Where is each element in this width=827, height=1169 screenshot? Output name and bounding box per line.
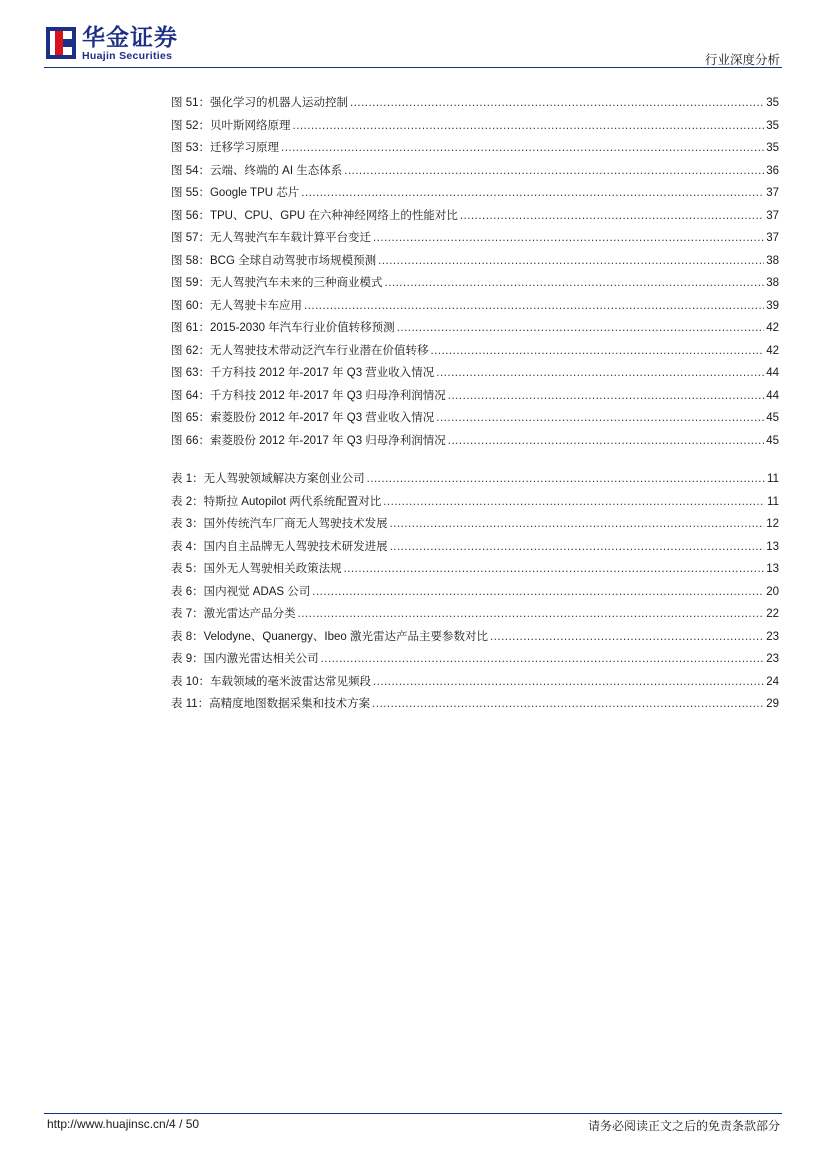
- table-index-entry[interactable]: [171, 648, 779, 671]
- table-index-entry-page-number: 29: [766, 698, 779, 710]
- dot-leader: [293, 115, 765, 138]
- dot-leader: [385, 272, 765, 295]
- dot-leader: [436, 407, 764, 430]
- dot-leader: [383, 491, 765, 514]
- table-index-entry-page-number: 13: [766, 540, 779, 553]
- figure-index-entry-label: 图 64：千方科技 2012 年-2017 年 Q3 归母净利润情况: [171, 389, 446, 402]
- figure-index-entry[interactable]: [171, 92, 779, 115]
- figure-index-entry-page-number: 35: [766, 97, 779, 109]
- table-index-entry[interactable]: [171, 626, 779, 649]
- figure-index-entry-label: 图 56：TPU、CPU、GPU 在六种神经网络上的性能对比: [171, 209, 458, 222]
- figure-index-entry[interactable]: [171, 160, 779, 183]
- figure-index-entry-label: 图 52：贝叶斯网络原理: [171, 119, 291, 132]
- figure-index-entry[interactable]: [171, 250, 779, 273]
- figure-index-entry-label: 图 53：迁移学习原理: [171, 142, 279, 154]
- table-index-entry-page-number: 24: [766, 675, 779, 688]
- logo-english-name: Huajin Securities: [82, 50, 173, 62]
- dot-leader: [397, 317, 765, 340]
- dot-leader: [321, 648, 765, 671]
- figure-index-entry-page-number: 45: [766, 434, 779, 447]
- table-index-entry-label: 表 3：国外传统汽车厂商无人驾驶技术发展: [171, 518, 388, 530]
- table-index-entry[interactable]: [171, 693, 779, 716]
- table-index-entry-label: 表 9：国内激光雷达相关公司: [171, 653, 319, 665]
- figure-index-entry-label: 图 62：无人驾驶技术带动泛汽车行业潜在价值转移: [171, 344, 429, 357]
- dot-leader: [373, 227, 764, 250]
- table-index-entry[interactable]: [171, 558, 779, 581]
- dot-leader: [490, 626, 764, 649]
- dot-leader: [390, 536, 765, 559]
- table-index-entry[interactable]: [171, 603, 779, 626]
- dot-leader: [367, 468, 765, 491]
- footer-url-page[interactable]: http://www.huajinsc.cn/4 / 50: [47, 1117, 200, 1131]
- figure-index-entry-page-number: 39: [766, 299, 779, 312]
- figure-index-entry-label: 图 60：无人驾驶卡车应用: [171, 299, 302, 312]
- figure-index-entry-page-number: 45: [766, 412, 779, 424]
- figure-index-entry-page-number: 42: [766, 344, 779, 357]
- table-index-entry[interactable]: [171, 671, 779, 694]
- figure-index-entry[interactable]: [171, 340, 779, 363]
- dot-leader: [298, 603, 765, 626]
- figure-index-entry-label: 图 58：BCG 全球自动驾驶市场规模预测: [171, 254, 377, 267]
- figure-index-entry-page-number: 37: [766, 187, 779, 199]
- figure-index-entry-page-number: 37: [766, 232, 779, 244]
- table-index-entry[interactable]: [171, 491, 779, 514]
- logo-chinese-name: 华金证券: [82, 24, 178, 50]
- figure-index-entry-label: 图 57：无人驾驶汽车车载计算平台变迁: [171, 232, 371, 244]
- dot-leader: [448, 385, 764, 408]
- table-index-entry-label: 表 7：激光雷达产品分类: [171, 608, 296, 620]
- table-index-entry-page-number: 23: [766, 653, 779, 665]
- figure-index-entry[interactable]: [171, 272, 779, 295]
- table-index-entry[interactable]: [171, 581, 779, 604]
- figure-index-entry[interactable]: [171, 430, 779, 453]
- figure-index-entry-label: 图 59：无人驾驶汽车未来的三种商业模式: [171, 277, 383, 289]
- figure-index-entry[interactable]: [171, 407, 779, 430]
- figure-index-entry-label: 图 66：索菱股份 2012 年-2017 年 Q3 归母净利润情况: [171, 434, 446, 447]
- figure-index-entry-page-number: 35: [766, 142, 779, 154]
- dot-leader: [430, 340, 764, 363]
- table-index-entry-page-number: 11: [767, 473, 779, 485]
- table-index-entry-page-number: 20: [766, 585, 779, 598]
- figure-index-entry-label: 图 54：云端、终端的 AI 生态体系: [171, 164, 343, 177]
- page-header: [0, 0, 827, 70]
- table-index-entry-label: 表 5：国外无人驾驶相关政策法规: [171, 563, 342, 575]
- figure-index-entry[interactable]: [171, 115, 779, 138]
- dot-leader: [373, 671, 764, 694]
- figure-index-entry[interactable]: [171, 295, 779, 318]
- figure-index-entry[interactable]: [171, 362, 779, 385]
- table-index-entry-page-number: 13: [766, 563, 779, 575]
- figure-index-entry-page-number: 38: [766, 254, 779, 267]
- figure-index-entry[interactable]: [171, 385, 779, 408]
- footer-disclaimer: 请务必阅读正文之后的免责条款部分: [587, 1119, 780, 1133]
- dot-leader: [304, 295, 764, 318]
- dot-leader: [460, 205, 764, 228]
- table-index-entry-page-number: 23: [766, 630, 779, 643]
- figure-index-entry-label: 图 51：强化学习的机器人运动控制: [171, 97, 348, 109]
- table-index-entry-label: 表 4：国内自主品牌无人驾驶技术研发进展: [171, 540, 388, 553]
- dot-leader: [312, 581, 764, 604]
- figure-index-entry[interactable]: [171, 227, 779, 250]
- table-index-entry-page-number: 22: [766, 608, 779, 620]
- figure-index-entry-page-number: 44: [766, 367, 779, 379]
- dot-leader: [378, 250, 764, 273]
- table-index-entry-label: 表 2：特斯拉 Autopilot 两代系统配置对比: [171, 495, 382, 508]
- figure-index-entry[interactable]: [171, 137, 779, 160]
- table-index-entry-label: 表 6：国内视觉 ADAS 公司: [171, 585, 311, 598]
- figure-index-entry-page-number: 44: [766, 389, 779, 402]
- figure-index-entry-page-number: 42: [766, 322, 779, 334]
- report-type: 行业深度分析: [704, 53, 780, 67]
- huajin-logo-icon: [46, 27, 76, 59]
- table-index-entry[interactable]: [171, 536, 779, 559]
- table-index: [171, 468, 779, 716]
- dot-leader: [350, 92, 764, 115]
- figure-index-entry-label: 图 63：千方科技 2012 年-2017 年 Q3 营业收入情况: [171, 367, 435, 379]
- dot-leader: [372, 693, 764, 716]
- table-index-entry[interactable]: [171, 513, 779, 536]
- figure-index-entry[interactable]: [171, 205, 779, 228]
- figure-index-entry-page-number: 35: [766, 119, 779, 132]
- table-index-entry-label: 表 11：高精度地图数据采集和技术方案: [171, 698, 371, 710]
- figure-index-entry-page-number: 38: [766, 277, 779, 289]
- table-index-entry-page-number: 12: [766, 518, 779, 530]
- table-index-entry-label: 表 8：Velodyne、Quanergy、Ibeo 激光雷达产品主要参数对比: [171, 630, 488, 643]
- figure-index-entry[interactable]: [171, 317, 779, 340]
- figure-index-entry-label: 图 61：2015-2030 年汽车行业价值转移预测: [171, 322, 395, 334]
- table-index-entry[interactable]: [171, 468, 779, 491]
- header-divider: [44, 67, 782, 68]
- table-index-entry-page-number: 11: [767, 495, 779, 508]
- footer-divider: [44, 1113, 782, 1114]
- figure-index: [171, 92, 779, 452]
- dot-leader: [390, 513, 765, 536]
- table-index-entry-label: 表 1：无人驾驶领域解决方案创业公司: [171, 473, 365, 485]
- dot-leader: [436, 362, 764, 385]
- figure-index-entry-label: 图 65：索菱股份 2012 年-2017 年 Q3 营业收入情况: [171, 412, 435, 424]
- figure-index-entry-page-number: 37: [766, 209, 779, 222]
- figure-index-entry-page-number: 36: [766, 164, 779, 177]
- dot-leader: [281, 137, 764, 160]
- figure-index-entry-label: 图 55：Google TPU 芯片: [171, 187, 300, 199]
- dot-leader: [448, 430, 764, 453]
- table-index-entry-label: 表 10：车载领域的毫米波雷达常见频段: [171, 675, 371, 688]
- dot-leader: [344, 160, 764, 183]
- figure-index-entry[interactable]: [171, 182, 779, 205]
- dot-leader: [301, 182, 764, 205]
- dot-leader: [344, 558, 765, 581]
